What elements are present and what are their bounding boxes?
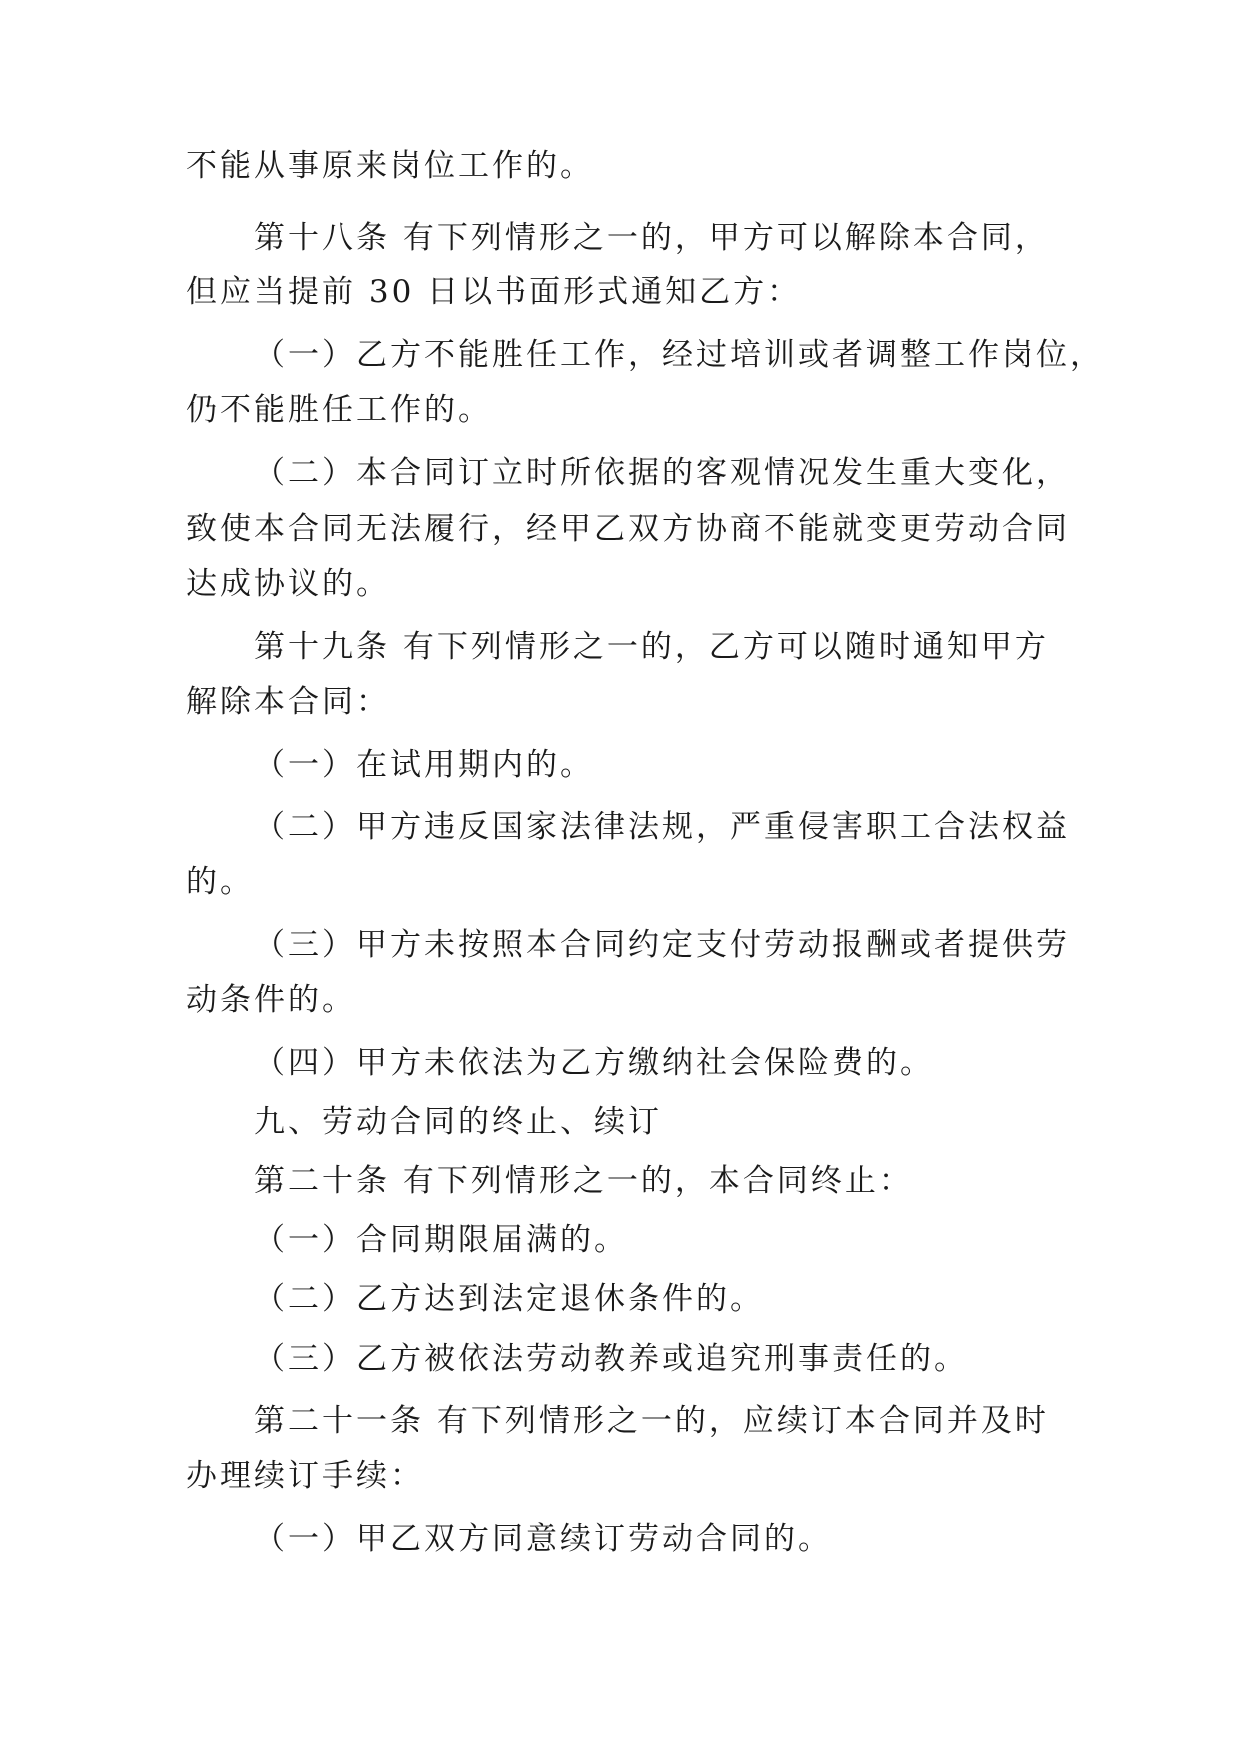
text-line-10: 解除本合同：: [186, 684, 390, 720]
article-20-heading: 第二十条 有下列情形之一的，本合同终止：: [254, 1163, 913, 1199]
article-19-heading: 第十九条 有下列情形之一的，乙方可以随时通知甲方: [254, 629, 1049, 665]
text-line-8: 达成协议的。: [186, 566, 390, 602]
text-line-23: 办理续订手续：: [186, 1458, 424, 1494]
text-line-15: 动条件的。: [186, 982, 356, 1018]
article-20-item-1: （一）合同期限届满的。: [254, 1222, 628, 1258]
text-line-7: 致使本合同无法履行，经甲乙双方协商不能就变更劳动合同: [186, 511, 1070, 547]
article-19-item-3: （三）甲方未按照本合同约定支付劳动报酬或者提供劳: [254, 927, 1070, 963]
text-line-13: 的。: [186, 864, 254, 900]
article-19-item-2: （二）甲方违反国家法律法规，严重侵害职工合法权益: [254, 809, 1070, 845]
article-20-item-3: （三）乙方被依法劳动教养或追究刑事责任的。: [254, 1341, 968, 1377]
article-21-heading: 第二十一条 有下列情形之一的，应续订本合同并及时: [254, 1403, 1049, 1439]
article-19-item-4: （四）甲方未依法为乙方缴纳社会保险费的。: [254, 1045, 934, 1081]
article-20-item-2: （二）乙方达到法定退休条件的。: [254, 1281, 764, 1317]
text-line-3: 但应当提前 30 日以书面形式通知乙方：: [186, 274, 802, 310]
article-19-item-1: （一）在试用期内的。: [254, 747, 594, 783]
article-18-heading: 第十八条 有下列情形之一的，甲方可以解除本合同，: [254, 220, 1049, 256]
article-21-item-1: （一）甲乙双方同意续订劳动合同的。: [254, 1521, 832, 1557]
article-18-item-1: （一）乙方不能胜任工作，经过培训或者调整工作岗位，: [254, 337, 1104, 373]
text-line-1: 不能从事原来岗位工作的。: [186, 148, 594, 184]
article-18-item-2: （二）本合同订立时所依据的客观情况发生重大变化，: [254, 455, 1070, 491]
text-line-5: 仍不能胜任工作的。: [186, 392, 492, 428]
section-9-heading: 九、劳动合同的终止、续订: [254, 1104, 662, 1140]
